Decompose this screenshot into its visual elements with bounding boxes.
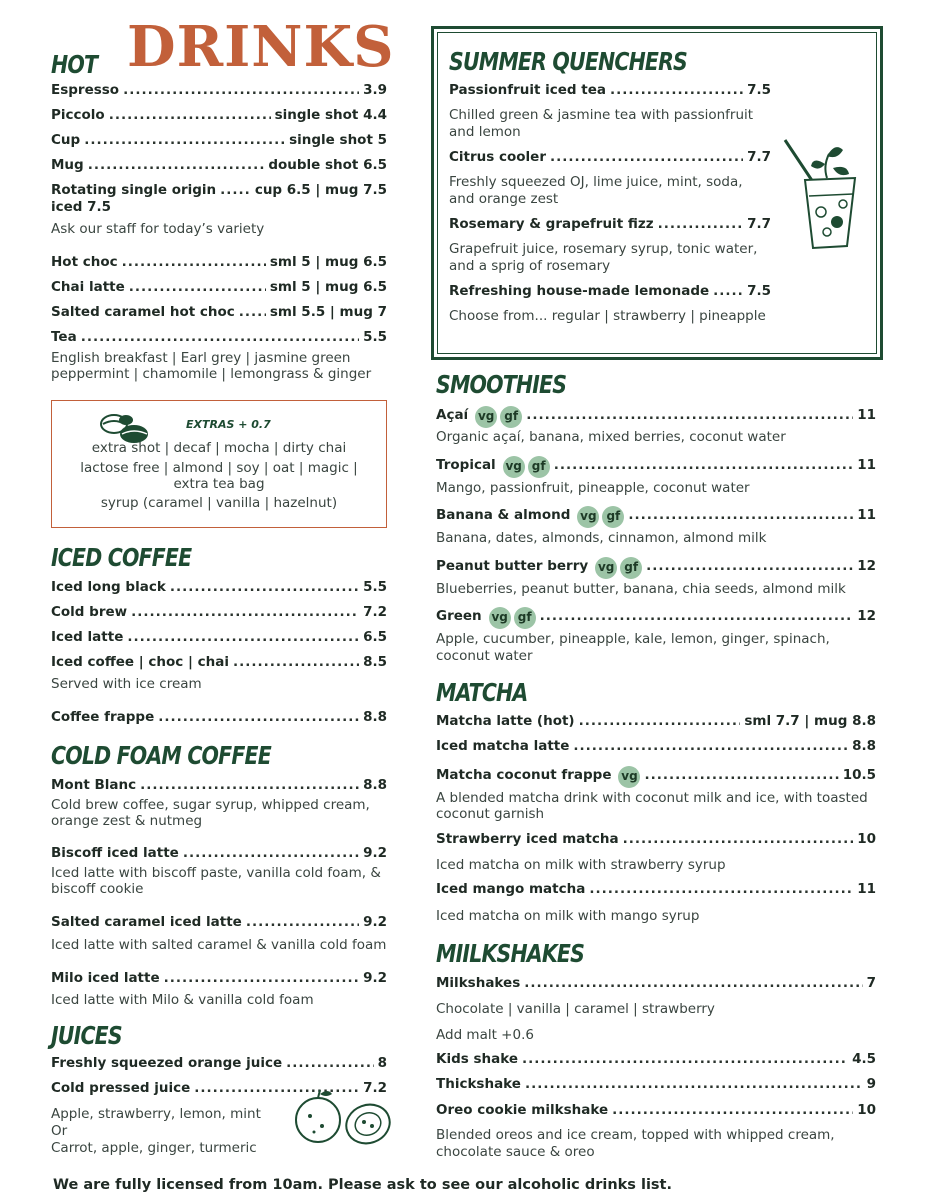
smoothies-title: SMOOTHIES [436,370,567,399]
summer-quenchers-title: SUMMER QUENCHERS [449,47,688,76]
footer-licensing-note: We are fully licensed from 10am. Please ask to see our alcoholic drinks list. [53,1177,672,1193]
extras-line-3: extra tea bag [173,476,265,492]
milo-iced-latte-desc: Iced latte with Milo & vanilla cold foam [51,992,314,1008]
gluten-free-badge: gf [528,456,550,478]
gluten-free-badge: gf [500,406,522,428]
extras-line-1: extra shot | decaf | mocha | dirty chai [91,440,347,456]
mont-blanc-desc-2: orange zest & nutmeg [51,813,203,829]
menu-item-biscoff-iced-latte: Biscoff iced latte ..... 9.2 [51,845,387,863]
milkshake-flavours: Chocolate | vanilla | caramel | strawberry [436,1001,715,1017]
mont-blanc-desc-1: Cold brew coffee, sugar syrup, whipped cream, [51,797,370,813]
peanut-butter-berry-desc: Blueberries, peanut butter, banana, chia seeds, almond milk [436,581,846,597]
rotating-desc: Ask our staff for today’s variety [51,221,265,237]
menu-item-passionfruit-iced-tea: Passionfruit iced tea ..... 7.5 [449,82,771,100]
menu-item-espresso: Espresso ..... 3.9 [51,82,387,100]
juice-desc-2: Or [51,1123,68,1139]
menu-item-rosemary-grapefruit-fizz: Rosemary & grapefruit fizz ..... 7.7 [449,216,771,234]
citrus-desc-2: and orange zest [449,191,559,207]
matcha-coconut-desc-2: coconut garnish [436,806,545,822]
menu-item-milkshakes: Milkshakes ..... 7 [436,975,876,993]
lemonade-desc: Choose from... regular | strawberry | pineapple [449,308,766,324]
mango-matcha-desc: Iced matcha on milk with mango syrup [436,908,700,924]
menu-item-tea: Tea ..... 5.5 [51,329,387,347]
hot-section-title: HOT [51,50,98,79]
iced-drink-glass-icon [783,134,863,252]
cold-foam-title: COLD FOAM COFFEE [51,741,271,770]
green-desc-1: Apple, cucumber, pineapple, kale, lemon, ginger, spinach, [436,631,830,647]
menu-item-kids-shake: Kids shake ..... 4.5 [436,1051,876,1069]
oreo-desc-1: Blended oreos and ice cream, topped with whipped cream, [436,1127,835,1143]
menu-item-cold-pressed-juice: Cold pressed juice ..... 7.2 [51,1080,387,1098]
menu-item-milo-iced-latte: Milo iced latte ..... 9.2 [51,970,387,988]
strawberry-matcha-desc: Iced matcha on milk with strawberry syrup [436,857,726,873]
tea-desc-1: English breakfast | Earl grey | jasmine green [51,350,351,366]
menu-item-cup: Cup ..... single shot 5 [51,132,387,150]
biscoff-desc-2: biscoff cookie [51,881,144,897]
menu-item-house-made-lemonade: Refreshing house-made lemonade ..... 7.5 [449,283,771,301]
banana-almond-desc: Banana, dates, almonds, cinnamon, almond milk [436,530,767,546]
menu-item-matcha-coconut-frappe: Matcha coconut frappe vg ..... 10.5 [436,764,876,782]
passionfruit-desc-1: Chilled green & jasmine tea with passionfruit [449,107,754,123]
vegan-badge: vg [475,406,497,428]
iced-coffee-served-desc: Served with ice cream [51,676,202,692]
tropical-desc: Mango, passionfruit, pineapple, coconut water [436,480,750,496]
vegan-badge: vg [595,557,617,579]
menu-item-iced-matcha-latte: Iced matcha latte ..... 8.8 [436,738,876,756]
biscoff-desc-1: Iced latte with biscoff paste, vanilla cold foam, & [51,865,381,881]
menu-item-matcha-latte-hot: Matcha latte (hot) ..... sml 7.7 | mug 8.8 [436,713,876,731]
menu-item-mug: Mug ..... double shot 6.5 [51,157,387,175]
extras-line-4: syrup (caramel | vanilla | hazelnut) [100,495,338,511]
menu-item-salted-caramel-hot-choc: Salted caramel hot choc ..... sml 5.5 | mug 7 [51,304,387,322]
menu-item-strawberry-iced-matcha: Strawberry iced matcha ..... 10 [436,831,876,849]
menu-item-mont-blanc: Mont Blanc ..... 8.8 [51,777,387,795]
menu-item-hot-choc: Hot choc ..... sml 5 | mug 6.5 [51,254,387,272]
vegan-badge: vg [577,506,599,528]
gluten-free-badge: gf [602,506,624,528]
citrus-desc-1: Freshly squeezed OJ, lime juice, mint, soda, [449,174,743,190]
acai-desc: Organic açaí, banana, mixed berries, coconut water [436,429,786,445]
menu-item-green: Green vg gf ..... 12 [436,605,876,623]
menu-item-rotating-single-origin: Rotating single origin ..... cup 6.5 | mug 7.5 [51,182,387,200]
vegan-badge: vg [489,607,511,629]
menu-item-iced-mango-matcha: Iced mango matcha ..... 11 [436,881,876,899]
extras-title: EXTRAS + 0.7 [186,418,271,431]
gluten-free-badge: gf [514,607,536,629]
menu-item-tropical: Tropical vg gf ..... 11 [436,454,876,472]
iced-coffee-title: ICED COFFEE [51,543,192,572]
menu-item-cold-brew: Cold brew ..... 7.2 [51,604,387,622]
milkshakes-title: MIILKSHAKES [436,939,585,968]
menu-item-thickshake: Thickshake ..... 9 [436,1076,876,1094]
menu-item-acai: Açaí vg gf ..... 11 [436,404,876,422]
menu-item-salted-caramel-iced-latte: Salted caramel iced latte ..... 9.2 [51,914,387,932]
tea-desc-2: peppermint | chamomile | lemongrass & ginger [51,366,372,382]
milkshake-malt: Add malt +0.6 [436,1027,534,1043]
green-desc-2: coconut water [436,648,533,664]
menu-item-piccolo: Piccolo ..... single shot 4.4 [51,107,387,125]
menu-item-iced-coffee-choc-chai: Iced coffee | choc | chai ..... 8.5 [51,654,387,672]
menu-item-orange-juice: Freshly squeezed orange juice ..... 8 [51,1055,387,1073]
menu-item-citrus-cooler: Citrus cooler ..... 7.7 [449,149,771,167]
vegan-badge: vg [618,766,640,788]
juices-title: JUICES [51,1021,122,1050]
menu-item-iced-latte: Iced latte ..... 6.5 [51,629,387,647]
menu-item-peanut-butter-berry: Peanut butter berry vg gf ..... 12 [436,555,876,573]
gluten-free-badge: gf [620,557,642,579]
passionfruit-desc-2: and lemon [449,124,521,140]
menu-item-iced-long-black: Iced long black ..... 5.5 [51,579,387,597]
rotating-iced-price: iced 7.5 [51,199,112,215]
menu-item-banana-almond: Banana & almond vg gf ..... 11 [436,504,876,522]
vegan-badge: vg [503,456,525,478]
rosemary-desc-2: and a sprig of rosemary [449,258,611,274]
page-title: DRINKS [127,14,395,80]
menu-item-coffee-frappe: Coffee frappe ..... 8.8 [51,709,387,727]
extras-line-2: lactose free | almond | soy | oat | magic | [80,460,358,476]
salted-caramel-iced-latte-desc: Iced latte with salted caramel & vanilla cold foam [51,937,387,953]
juice-desc-3: Carrot, apple, ginger, turmeric [51,1140,257,1156]
oreo-desc-2: chocolate sauce & oreo [436,1144,595,1160]
matcha-coconut-desc-1: A blended matcha drink with coconut milk and ice, with toasted [436,790,868,806]
juice-desc-1: Apple, strawberry, lemon, mint [51,1106,261,1122]
menu-item-oreo-cookie-milkshake: Oreo cookie milkshake ..... 10 [436,1102,876,1120]
menu-item-chai-latte: Chai latte ..... sml 5 | mug 6.5 [51,279,387,297]
matcha-title: MATCHA [436,678,528,707]
rosemary-desc-1: Grapefruit juice, rosemary syrup, tonic water, [449,241,758,257]
apples-icon [292,1088,396,1148]
